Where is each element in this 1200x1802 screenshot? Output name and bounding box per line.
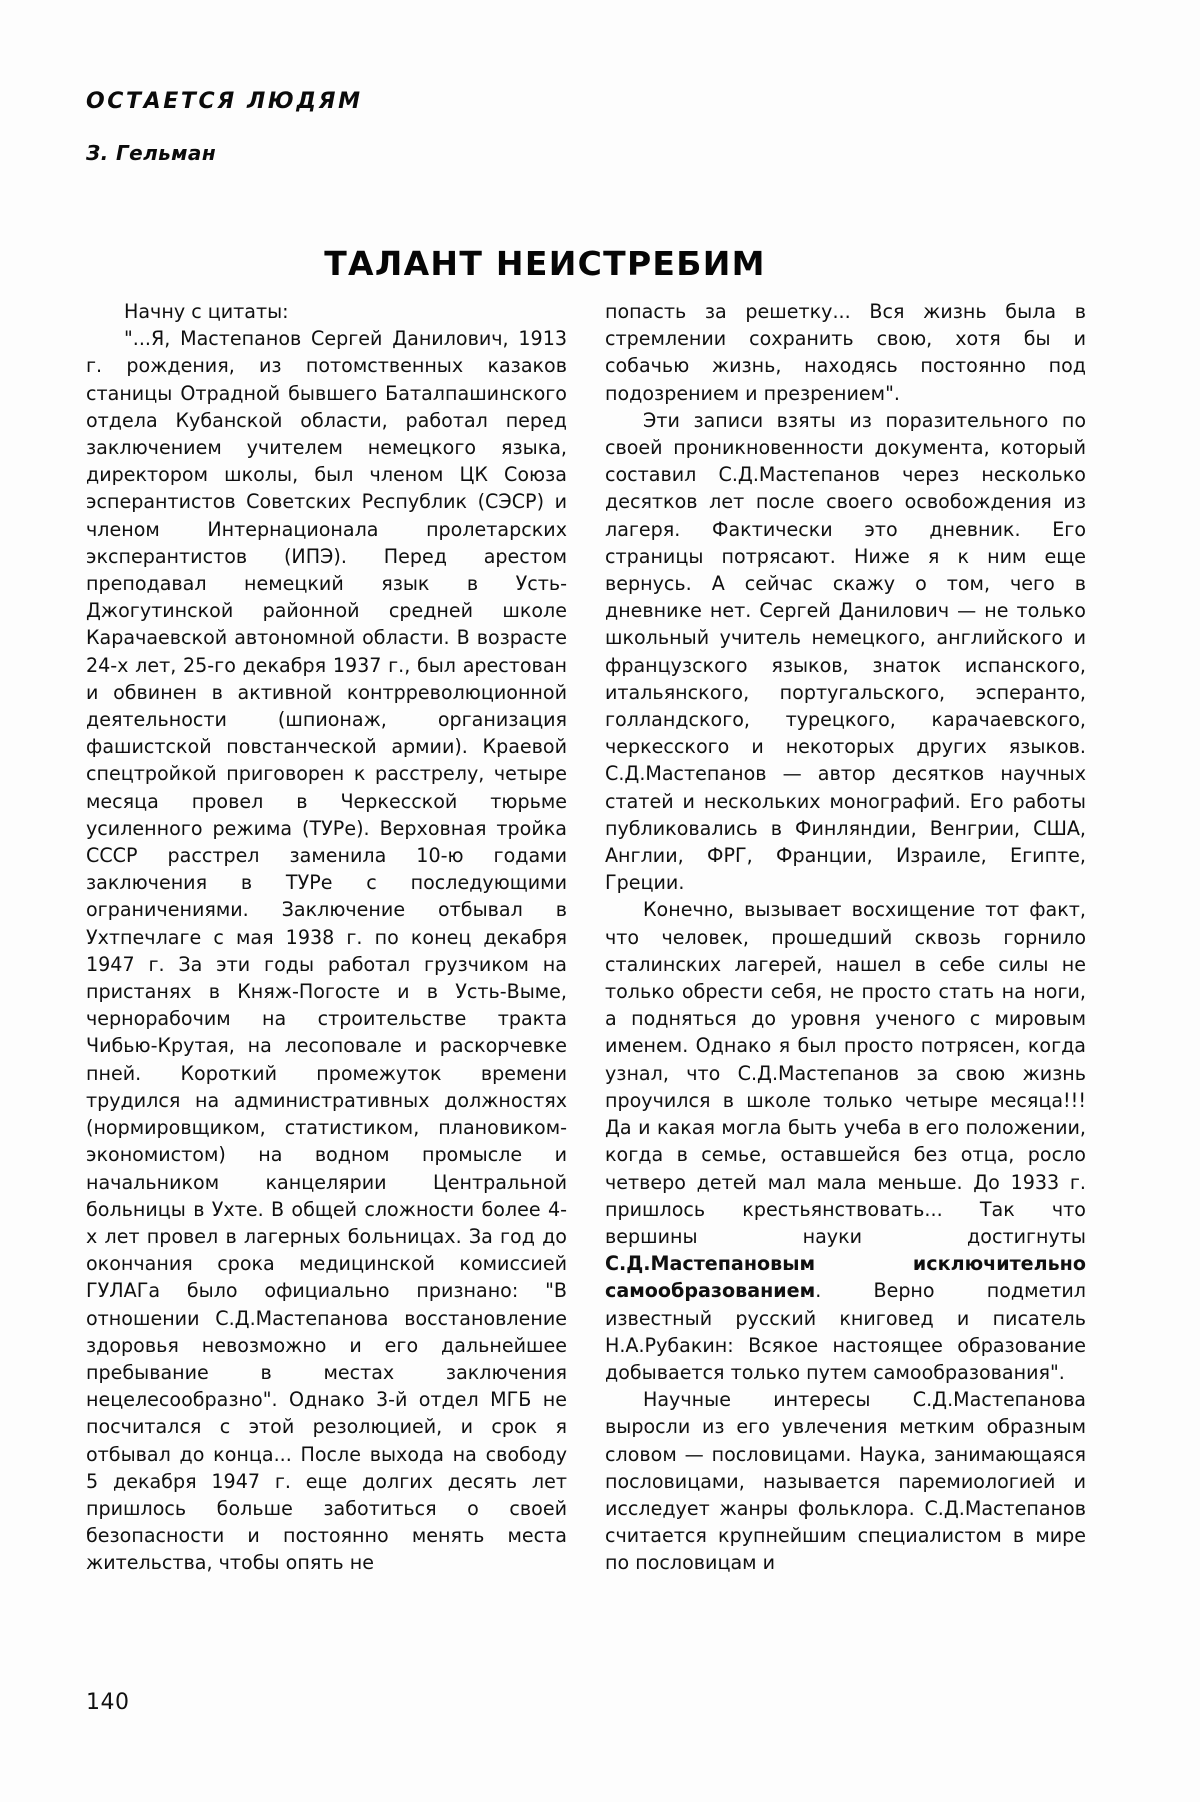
text-run-before-bold: Конечно, вызывает восхищение тот факт, что человек, прошедший сквозь горнило сталинских лагерей, нашел в себе силы не только обрести себя, не просто стать на ноги, а подняться до уровня ученого с мировым именем. Однако я был просто потрясен, когда узнал, что С.Д.Мастепанов за свою жизнь проучился в школе только четыре месяца!!! Да и какая могла быть учеба в его положении, когда в семье, оставшейся без отца, росло четверо детей мал мала меньше. До 1933 г. пришлось крестьянствовать... Так что вершины науки достигнуты <box>605 898 1086 1248</box>
article-body <box>86 298 1086 1577</box>
text-run-after-bold: . Верно подметил известный русский книговед и писатель Н.А.Рубакин: Всякое настоящее образование добывается только путем самообразования". <box>605 1279 1086 1384</box>
column-left <box>86 298 567 1577</box>
paragraph-intro: Начну с цитаты: <box>124 300 289 323</box>
paragraph-document-source: Эти записи взяты из поразительного по своей проникновенности документа, который составил С.Д.Мастепанов через несколько десятков лет после своего освобождения из лагеря. Фактически это дневник. Его страницы потрясают. Ниже я к ним еще вернусь. А сейчас скажу о том, чего в дневнике нет. Сергей Данилович — не только школьный учитель немецкого, английского и французского языков, знаток испанского, итальянского, португальского, эсперанто, голландского, турецкого, карачаевского, черкесского и некоторых других языков. С.Д.Мастепанов — автор десятков научных статей и нескольких монографий. Его работы публиковались в Финляндии, Венгрии, США, Англии, ФРГ, Франции, Израиле, Египте, Греции. <box>605 408 1086 895</box>
paragraph-admiration <box>605 896 1086 1386</box>
author-byline: З. Гельман <box>86 141 217 165</box>
paragraph-scientific-interests: Научные интересы С.Д.Мастепанова выросли из его увлечения метким образным словом — пословицами. Наука, занимающаяся пословицами, называется паремиологией и исследует жанры фольклора. С.Д.Мастепанов считается крупнейшим специалистом в мире по пословицам и <box>605 1388 1086 1575</box>
article-headline: ТАЛАНТ НЕИСТРЕБИМ <box>324 244 766 284</box>
paragraph-quote-continued: попасть за решетку... Вся жизнь была в стремлении сохранить свою, хотя бы и собачью жизнь, находясь постоянно под подозрением и презрением". <box>605 300 1086 405</box>
column-right <box>605 298 1086 1577</box>
page-number: 140 <box>86 1690 130 1715</box>
section-rubric: ОСТАЕТСЯ ЛЮДЯМ <box>86 89 363 114</box>
emphasis-self-education: С.Д.Мастепановым исключительно самообразованием <box>605 1252 1086 1303</box>
paragraph-quote: "...Я, Мастепанов Сергей Данилович, 1913 г. рождения, из потомственных казаков станицы Отрадной бывшего Баталпашинского отдела Кубанской области, работал перед заключением учителем немецкого языка, директором школы, был членом ЦК Союза эсперантистов Советских Республик (СЭСР) и членом Интернационала пролетарских эксперантистов (ИПЭ). Перед арестом преподавал немецкий язык в Усть-Джогутинской районной средней школе Карачаевской автономной области. В возрасте 24-х лет, 25-го декабря 1937 г., был арестован и обвинен в активной контрреволюционной деятельности (шпионаж, организация фашистской повстанческой армии). Краевой спецтройкой приговорен к расстрелу, четыре месяца провел в Черкесской тюрьме усиленного режима (ТУРе). Верховная тройка СССР расстрел заменила 10-ю годами заключения в ТУРе с последующими ограничениями. Заключение отбывал в Ухтпечлаге с мая 1938 г. по конец декабря 1947 г. За эти годы работал грузчиком на пристанях в Княж-Погосте и в Усть-Выме, чернорабочим на строительстве тракта Чибью-Крутая, на лесоповале и раскорчевке пней. Короткий промежуток времени трудился на административных должностях (нормировщиком, статистиком, плановиком-экономистом) на водном промысле и начальником канцелярии Центральной больницы в Ухте. В общей сложности более 4-х лет провел в лагерных больницах. За год до окончания срока медицинской комиссией ГУЛАГа было официально признано: "В отношении С.Д.Мастепанова восстановление здоровья невозможно и его дальнейшее пребывание в местах заключения нецелесообразно". Однако 3-й отдел МГБ не посчитался с этой резолюцией, и срок я отбывал до конца... После выхода на свободу 5 декабря 1947 г. еще долгих десять лет пришлось больше заботиться о своей безопасности и постоянно менять места жительства, чтобы опять не <box>86 327 567 1575</box>
